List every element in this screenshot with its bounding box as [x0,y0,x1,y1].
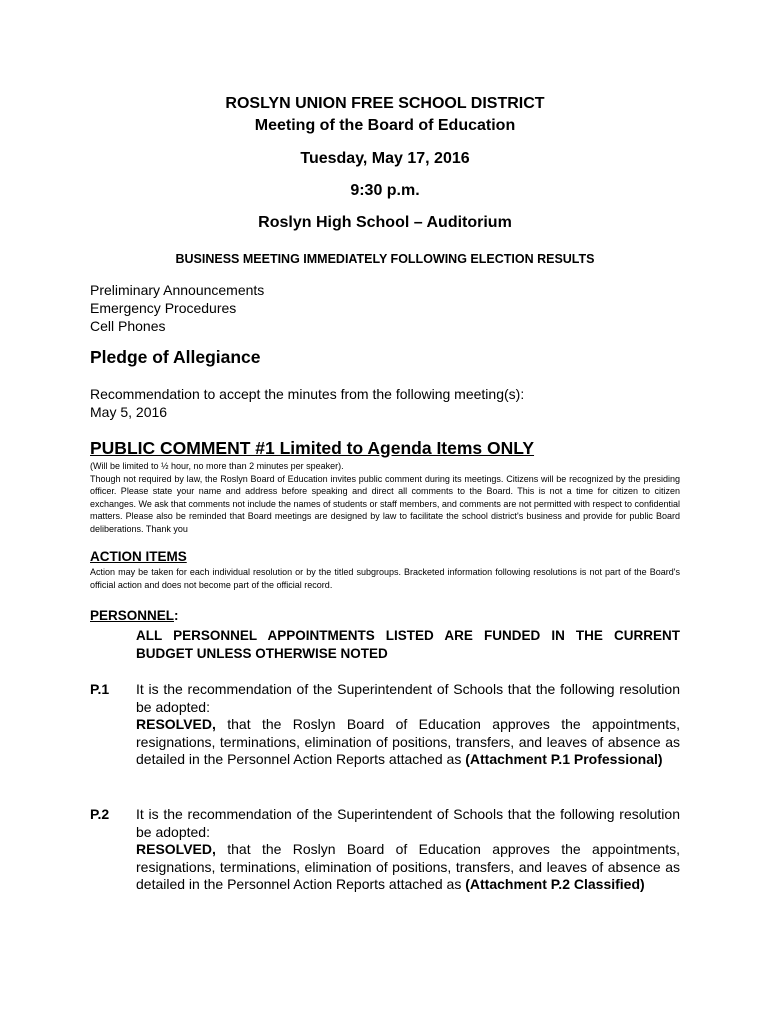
public-comment-text [90,460,680,535]
preliminary-item: Cell Phones [90,318,166,334]
pledge-heading: Pledge of Allegiance [90,347,261,367]
resolved-label: RESOLVED, [136,841,216,858]
meeting-title: Meeting of the Board of Education [254,117,516,134]
personnel-note: ALL PERSONNEL APPOINTMENTS LISTED ARE FUNDED IN THE CURRENT BUDGET UNLESS OTHERWISE NOTED [136,628,680,661]
resolution-p1 [136,681,680,769]
business-meeting-note: BUSINESS MEETING IMMEDIATELY FOLLOWING ELECTION RESULTS [175,252,595,266]
resolved-text: that the Roslyn Board of Education approves the appointments, resignations, terminations, elimination of positions, transfers, and leaves of absence as detailed in the Personnel Action Reports attached as [136,716,680,768]
minutes-recommendation: Recommendation to accept the minutes from the following meeting(s): [90,386,525,402]
resolution-resolved [136,716,680,769]
preliminary-item: Emergency Procedures [90,300,237,316]
public-comment-limit: (Will be limited to ½ hour, no more than 2 minutes per speaker). [90,461,344,471]
attachment-ref: (Attachment P.2 Classified) [465,876,645,893]
action-items-text: Action may be taken for each individual resolution or by the titled subgroups. Bracketed information following resolutions is not part of the Board's official action and does not become part of the official record. [90,567,680,590]
preliminary-list [90,281,264,335]
resolved-label: RESOLVED, [136,716,216,733]
minutes-block [90,385,524,421]
attachment-ref: (Attachment P.1 Professional) [465,751,663,768]
resolution-intro: It is the recommendation of the Superintendent of Schools that the following resolution be adopted: [136,806,680,840]
meeting-date: Tuesday, May 17, 2016 [300,150,470,167]
personnel-heading [90,608,179,624]
resolution-resolved [136,841,680,894]
public-comment-body: Though not required by law, the Roslyn Board of Education invites public comment during its meetings. Citizens will be recognized by the presiding officer. Please state your name and address before speaking and direct all comments to the Board. This is not a time for citizen to citizen exchanges. We ask that comments not include the names of students or staff members, and comments are not permitted with respect to confidential matters. Please also be reminded that Board meetings are designed by law to facilitate the school district's business and provide for public Board deliberations. Thank you [90,473,680,534]
resolution-intro: It is the recommendation of the Superintendent of Schools that the following resolution be adopted: [136,681,680,715]
district-title: ROSLYN UNION FREE SCHOOL DISTRICT [225,95,545,112]
meeting-location: Roslyn High School – Auditorium [258,214,512,231]
preliminary-item: Preliminary Announcements [90,282,265,298]
resolution-p2 [136,806,680,894]
action-items-heading: ACTION ITEMS [90,549,187,564]
public-comment-heading: PUBLIC COMMENT #1 Limited to Agenda Items ONLY [90,438,535,458]
personnel-heading-label: PERSONNEL [90,608,175,623]
resolved-text: that the Roslyn Board of Education approves the appointments, resignations, terminations, elimination of positions, transfers, and leaves of absence as detailed in the Personnel Action Reports attached as [136,841,680,893]
resolution-number: P.1 [90,681,110,697]
meeting-time: 9:30 p.m. [350,182,420,199]
minutes-date: May 5, 2016 [90,404,168,420]
resolution-number: P.2 [90,806,110,822]
personnel-heading-colon: : [174,608,179,623]
